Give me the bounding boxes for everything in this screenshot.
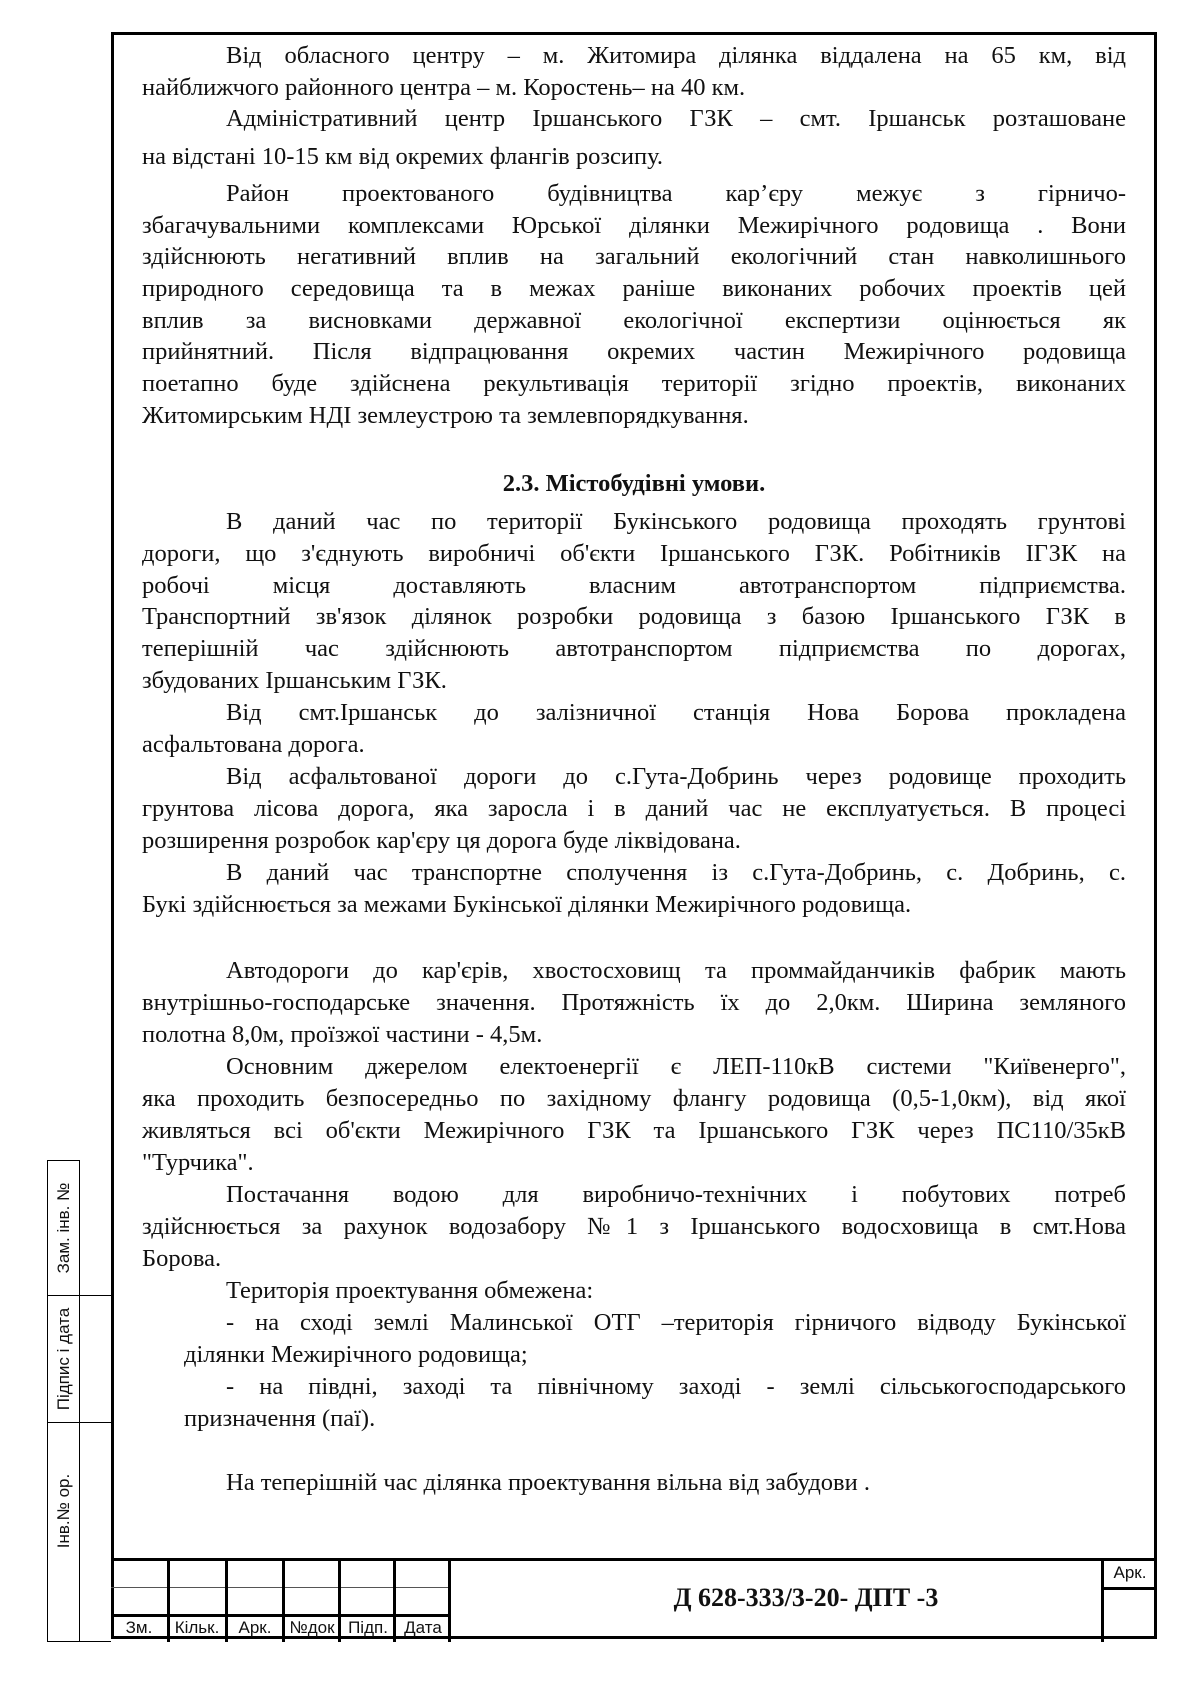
side-stamp-strip — [47, 1160, 111, 1642]
paragraph-line: найближчого районного центра – м. Коростень– на 40 км. — [142, 74, 746, 101]
stamp-cell-zam-inv — [48, 1160, 80, 1295]
paragraph-line: полотна 8,0м, проїзжої частини - 4,5м. — [142, 1021, 543, 1048]
col-label-kilk: Кільк. — [174, 1618, 220, 1637]
title-block-rule — [111, 1614, 448, 1617]
col-label-data: Дата — [404, 1618, 442, 1637]
paragraph-line: "Турчика". — [142, 1149, 254, 1176]
paragraph-line: поетапно буде здійснена рекультивація території згідно проектів, виконаних — [142, 370, 1126, 397]
paragraph-line: яка проходить безпосередньо по західному флангу родовища (0,5-1,0км), від якої — [142, 1085, 1126, 1112]
paragraph-line: на відстані 10-15 км від окремих флангів розсипу. — [142, 143, 664, 170]
paragraph-line: Житомирським НДІ землеустрою та землевпорядкування. — [142, 402, 749, 429]
paragraph-line: природного середовища та в межах раніше виконаних робочих проектів цей — [142, 275, 1126, 302]
paragraph-line: збудованих Іршанським ГЗК. — [142, 667, 447, 694]
paragraph-line: Адміністративний центр Іршанського ГЗК – смт. Іршанськ розташоване — [226, 105, 1126, 132]
col-label-ark: Арк. — [238, 1618, 272, 1637]
paragraph-line: Борова. — [142, 1245, 222, 1272]
strip-rule — [80, 1422, 112, 1423]
col-label-ndoc: №док — [289, 1618, 335, 1637]
paragraph-line: Транспортний зв'язок ділянок розробки родовища з базою Іршанського ГЗК в — [142, 603, 1126, 630]
paragraph-line: Від обласного центру – м. Житомира ділянка віддалена на 65 км, від — [226, 42, 1126, 69]
paragraph-line: Букі здійснюється за межами Букінської ділянки Межирічного родовища. — [142, 891, 912, 918]
stamp-label: Зам. інв. № — [54, 1182, 73, 1274]
paragraph-line: грунтова лісова дорога, яка заросла і в даний час не експлуатується. В процесі — [142, 795, 1126, 822]
paragraph-line: Від смт.Іршанськ до залізничної станція Нова Борова прокладена — [226, 699, 1126, 726]
col-label-pidp: Підп. — [348, 1618, 388, 1637]
stamp-label: Підпис і дата — [54, 1307, 73, 1411]
sheet-number — [1104, 1591, 1157, 1641]
paragraph-line: В даний час по території Букінського родовища проходять грунтові — [226, 508, 1126, 535]
paragraph-line: Район проектованого будівництва кар’єру межує з гірничо- — [226, 180, 1126, 207]
paragraph-line: вплив за висновками державної екологічної експертизи оцінюється як — [142, 307, 1126, 334]
list-item-line: - на півдні, заході та північному заході - землі сільськогосподарського — [226, 1373, 1126, 1400]
stamp-cell-signature-date — [48, 1295, 80, 1422]
paragraph-line: Постачання водою для виробничо-технічних і побутових потреб — [226, 1181, 1126, 1208]
paragraph-line: На теперішній час ділянка проектування вільна від забудови . — [226, 1469, 870, 1496]
paragraph-line: прийнятний. Після відпрацювання окремих частин Межирічного родовища — [142, 338, 1126, 365]
paragraph-line: розширення розробок кар'єру ця дорога буде ліквідована. — [142, 827, 741, 854]
paragraph-line: Основним джерелом електоенергії є ЛЕП-110кВ системи "Київенерго", — [226, 1053, 1126, 1080]
paragraph-line: робочі місця доставляють власним автотранспортом підприємства. — [142, 572, 1126, 599]
paragraph-line: Територія проектування обмежена: — [226, 1277, 594, 1304]
col-label-zm: Зм. — [125, 1618, 153, 1637]
paragraph-line: здійснюється за рахунок водозабору №1 з Іршанського водосховища в смт.Нова — [142, 1213, 1126, 1240]
paragraph-line: здійснюють негативний вплив на загальний екологічний стан навколишнього — [142, 243, 1126, 270]
paragraph-line: збагачувальними комплексами Юрської ділянки Межирічного родовища . Вони — [142, 212, 1126, 239]
paragraph-line: теперішній час здійснюють автотранспортом підприємства по дорогах, — [142, 635, 1126, 662]
list-item-line: - на сході землі Малинської ОТГ –територія гірничого відводу Букінської — [226, 1309, 1126, 1336]
paragraph-line: асфальтована дорога. — [142, 731, 365, 758]
strip-rule — [80, 1295, 112, 1296]
document-code: Д 628-333/3-20- ДПТ -3 — [673, 1583, 939, 1612]
paragraph-line: дороги, що з'єднують виробничі об'єкти Іршанського ГЗК. Робітників ІГЗК на — [142, 540, 1126, 567]
section-heading: 2.3. Містобудівні умови. — [502, 470, 766, 497]
sheet-label: Арк. — [1113, 1563, 1147, 1582]
paragraph-line: Від асфальтованої дороги до с.Гута-Добринь через родовище проходить — [226, 763, 1126, 790]
title-block-rule — [111, 1587, 448, 1588]
stamp-cell-inv-orig — [48, 1422, 80, 1642]
stamp-label: Інв.№ ор. — [54, 1473, 73, 1548]
paragraph-line: В даний час транспортне сполучення із с.Гута-Добринь, с. Добринь, с. — [226, 859, 1126, 886]
paragraph-line: живляться всі об'єкти Межирічного ГЗК та Іршанського ГЗК через ПС110/35кВ — [142, 1117, 1126, 1144]
paragraph-line: Автодороги до кар'єрів, хвостосховищ та проммайданчиків фабрик мають — [226, 957, 1126, 984]
title-block — [111, 1558, 1157, 1642]
list-item-line: призначення (паї). — [184, 1405, 376, 1432]
paragraph-line: внутрішньо-господарське значення. Протяжність їх до 2,0км. Ширина земляного — [142, 989, 1126, 1016]
list-item-line: ділянки Межирічного родовища; — [184, 1341, 528, 1368]
strip-rule — [48, 1160, 80, 1161]
